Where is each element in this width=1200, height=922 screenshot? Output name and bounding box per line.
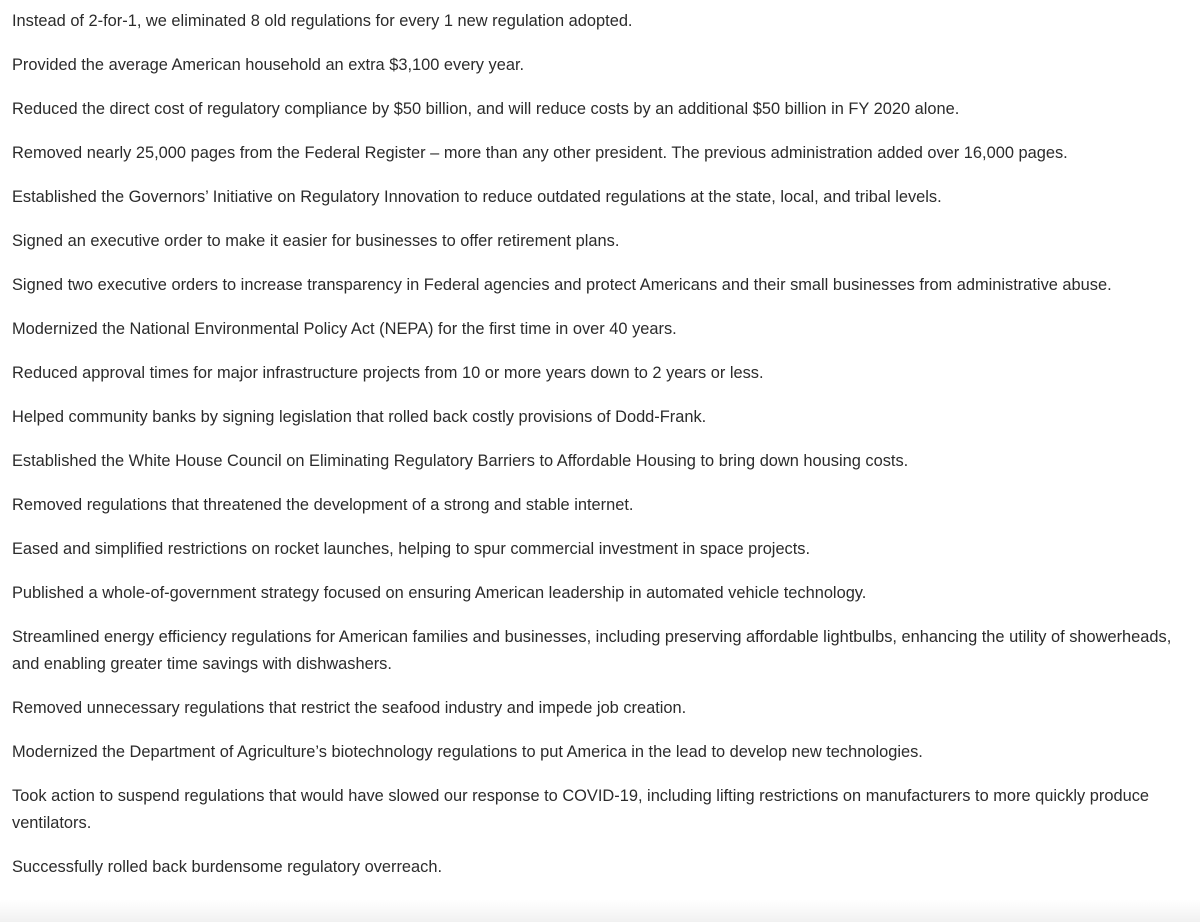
list-item: Instead of 2-for-1, we eliminated 8 old regulations for every 1 new regulation adopted.	[12, 12, 633, 30]
list-item: Signed two executive orders to increase transparency in Federal agencies and protect Americans and their small businesses from administrative abuse.	[12, 276, 1112, 294]
list-item: Removed nearly 25,000 pages from the Federal Register – more than any other president. The previous administration added over 16,000 pages.	[12, 144, 1068, 162]
list-item: Reduced the direct cost of regulatory compliance by $50 billion, and will reduce costs by an additional $50 billion in FY 2020 alone.	[12, 100, 960, 118]
list-item: Streamlined energy efficiency regulations for American families and businesses, including preserving affordable lightbulbs, enhancing the utility of showerheads, and enabling greater time savings with dishwashers.	[12, 628, 1172, 673]
list-item: Modernized the National Environmental Policy Act (NEPA) for the first time in over 40 years.	[12, 320, 677, 338]
list-item: Modernized the Department of Agriculture’s biotechnology regulations to put America in the lead to develop new technologies.	[12, 743, 923, 761]
list-item: Helped community banks by signing legislation that rolled back costly provisions of Dodd-Frank.	[12, 408, 707, 426]
list-item: Signed an executive order to make it easier for businesses to offer retirement plans.	[12, 232, 620, 250]
list-item: Reduced approval times for major infrastructure projects from 10 or more years down to 2 years or less.	[12, 364, 764, 382]
list-item: Established the Governors’ Initiative on Regulatory Innovation to reduce outdated regulations at the state, local, and tribal levels.	[12, 188, 942, 206]
list-item: Took action to suspend regulations that would have slowed our response to COVID-19, including lifting restrictions on manufacturers to more quickly produce ventilators.	[12, 787, 1150, 832]
list-item: Removed regulations that threatened the development of a strong and stable internet.	[12, 496, 634, 514]
list-item: Eased and simplified restrictions on rocket launches, helping to spur commercial investment in space projects.	[12, 540, 811, 558]
list-item: Successfully rolled back burdensome regulatory overreach.	[12, 858, 443, 876]
list-item: Established the White House Council on Eliminating Regulatory Barriers to Affordable Housing to bring down housing costs.	[12, 452, 909, 470]
page-bottom-shadow	[0, 900, 1200, 922]
regulatory-accomplishments-list	[12, 8, 1196, 898]
list-item: Removed unnecessary regulations that restrict the seafood industry and impede job creation.	[12, 699, 687, 717]
list-item: Provided the average American household an extra $3,100 every year.	[12, 56, 525, 74]
list-item: Published a whole-of-government strategy focused on ensuring American leadership in automated vehicle technology.	[12, 584, 867, 602]
